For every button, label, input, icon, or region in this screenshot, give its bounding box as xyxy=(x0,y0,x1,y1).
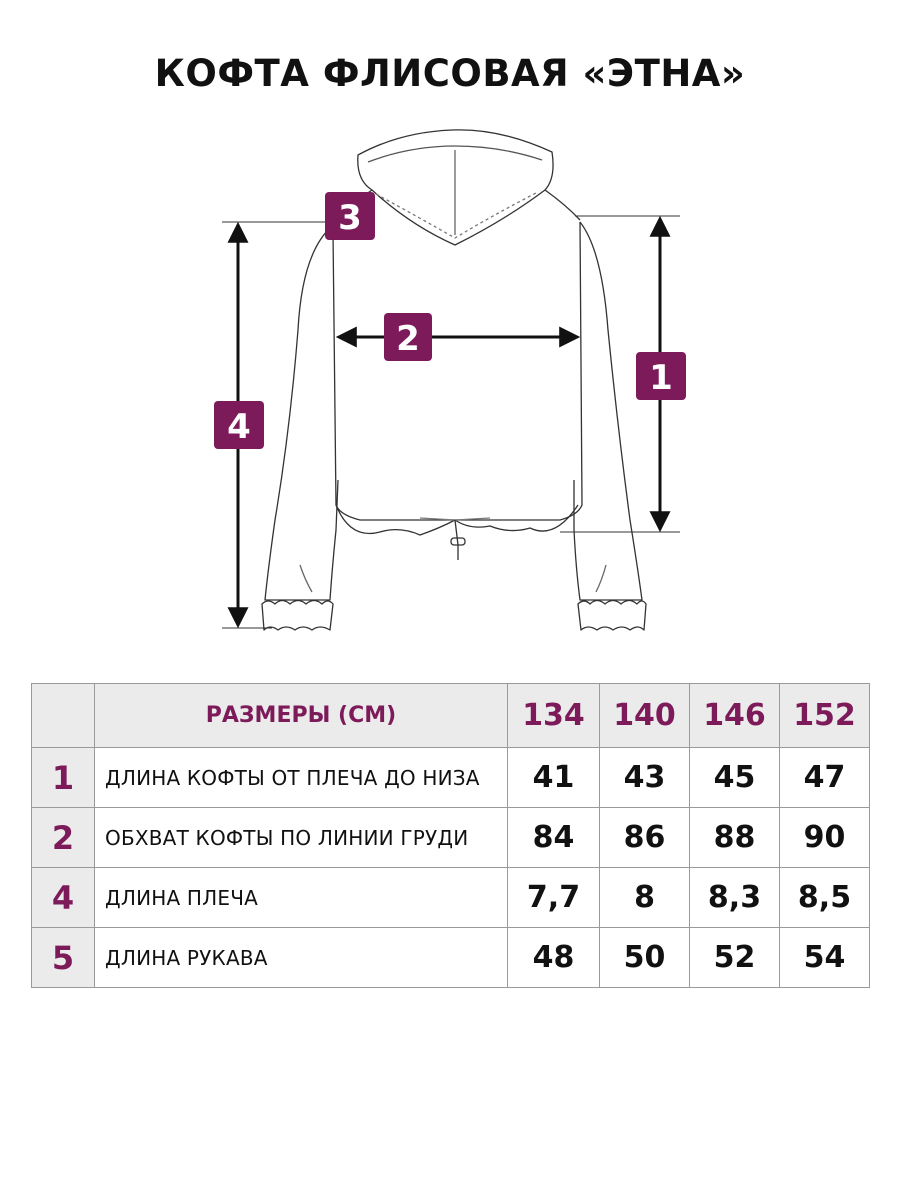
table-row xyxy=(32,808,870,868)
table-row xyxy=(32,928,870,988)
page-title: КОФТА ФЛИСОВАЯ «ЭТНА» xyxy=(154,52,746,95)
measurement-arrows xyxy=(238,220,660,624)
svg-text:1: 1 xyxy=(649,358,673,398)
size-value: 8,5 xyxy=(780,868,870,928)
hoodie-outline xyxy=(262,130,646,630)
size-value: 52 xyxy=(690,928,780,988)
row-number: 2 xyxy=(32,808,95,868)
size-value: 41 xyxy=(508,748,600,808)
table-header-row xyxy=(32,684,870,748)
size-value: 43 xyxy=(600,748,690,808)
badge-3 xyxy=(325,192,375,240)
size-value: 84 xyxy=(508,808,600,868)
svg-text:3: 3 xyxy=(338,198,362,238)
row-number: 1 xyxy=(32,748,95,808)
badge-4 xyxy=(214,401,264,449)
size-value: 47 xyxy=(780,748,870,808)
row-number: 4 xyxy=(32,868,95,928)
row-number: 5 xyxy=(32,928,95,988)
svg-text:4: 4 xyxy=(227,407,251,447)
right-sleeve xyxy=(574,222,642,600)
badge-2 xyxy=(384,313,432,361)
size-value: 7,7 xyxy=(508,868,600,928)
size-value: 45 xyxy=(690,748,780,808)
size-value: 50 xyxy=(600,928,690,988)
row-label: ОБХВАТ КОФТЫ ПО ЛИНИИ ГРУДИ xyxy=(95,808,508,868)
size-value: 90 xyxy=(780,808,870,868)
svg-text:2: 2 xyxy=(396,319,420,359)
size-header: 134 xyxy=(508,684,600,748)
size-value: 8,3 xyxy=(690,868,780,928)
left-sleeve xyxy=(265,228,338,600)
size-table xyxy=(31,683,870,988)
size-header: 140 xyxy=(600,684,690,748)
size-header: 146 xyxy=(690,684,780,748)
row-label: ДЛИНА РУКАВА xyxy=(95,928,508,988)
row-label: ДЛИНА ПЛЕЧА xyxy=(95,868,508,928)
size-value: 86 xyxy=(600,808,690,868)
size-value: 54 xyxy=(780,928,870,988)
row-label: ДЛИНА КОФТЫ ОТ ПЛЕЧА ДО НИЗА xyxy=(95,748,508,808)
badge-1 xyxy=(636,352,686,400)
table-row xyxy=(32,868,870,928)
table-row xyxy=(32,748,870,808)
reference-lines xyxy=(222,216,680,628)
size-header: 152 xyxy=(780,684,870,748)
size-value: 8 xyxy=(600,868,690,928)
sizes-header-label: РАЗМЕРЫ (СМ) xyxy=(95,684,508,748)
hoodie-measurement-diagram xyxy=(0,120,900,650)
size-value: 88 xyxy=(690,808,780,868)
table-corner-cell xyxy=(32,684,95,748)
size-value: 48 xyxy=(508,928,600,988)
